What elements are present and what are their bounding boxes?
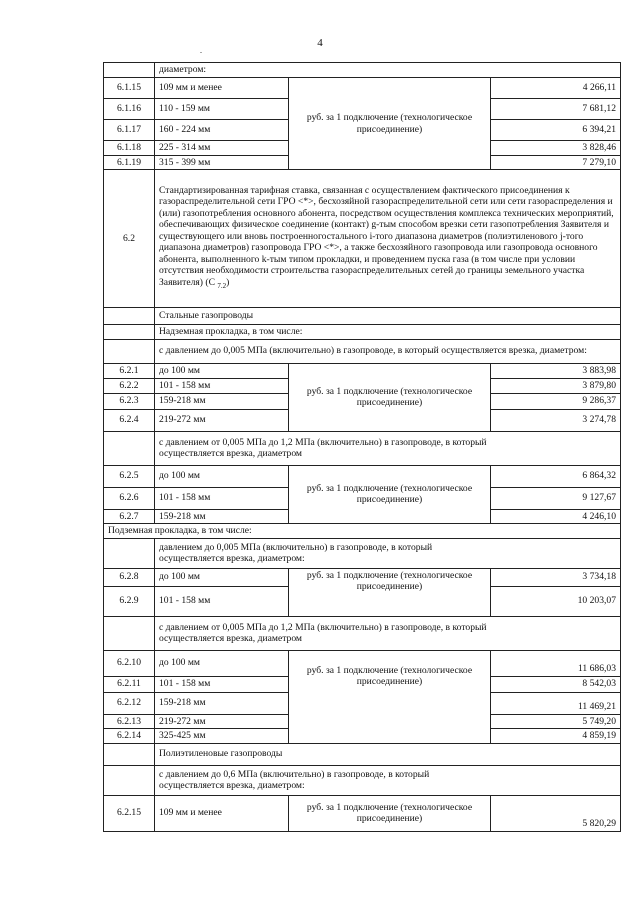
table-row	[104, 308, 621, 325]
code-cell: 6.1.16	[104, 99, 155, 120]
value-cell: 6 864,32	[491, 465, 621, 487]
table-row	[104, 339, 621, 363]
tariff-table	[103, 62, 621, 832]
code-cell: 6.2	[104, 170, 155, 308]
corner-mark: .	[200, 46, 202, 55]
value-cell: 6 394,21	[491, 120, 621, 141]
pressure-header	[155, 616, 621, 650]
value-cell: 5 749,20	[491, 714, 621, 729]
value-cell: 9 127,67	[491, 487, 621, 509]
value-cell: 10 203,07	[491, 586, 621, 616]
value-cell: 5 820,29	[491, 795, 621, 831]
table-row	[104, 795, 621, 831]
table-row	[104, 568, 621, 586]
table-row	[104, 363, 621, 378]
value-cell: 3 883,98	[491, 363, 621, 378]
diameter-cell: 325-425 мм	[155, 729, 289, 744]
diameter-cell: 159-218 мм	[155, 393, 289, 409]
unit-cell: руб. за 1 подключение (технологическое присоединение)	[289, 650, 491, 743]
section-description-text: Стандартизированная тарифная ставка, связанная с осуществлением фактического присоединения к газораспределительной сети ГРО <*>, бесхозяйной газораспределительной сети или сети газораспределения и (или) газопотребления основного абонента, посредством осуществления комплекса технических мероприятий, обеспечивающих физическое соединение (контакт) g-тым способом врезки сети газопотребления Заявителя и существующего или вновь построенногостального i-того диапазона диаметров (полиэтиленового j-того диапазона диаметров) газопровода ГРО <*>, а также бесхозяйного газопровода или газопровода основного абонента, выполненного k-тым типом прокладки, и проведением пуска газа (в том числе при условии отсутствия необходимости строительства газораспределительных сетей до границы земельного участка Заявителя) (С	[159, 184, 614, 288]
diameter-cell: до 100 мм	[155, 363, 289, 378]
table-row	[104, 465, 621, 487]
pressure-header-text: давлением до 0,005 МПа (включительно) в газопроводе, в который осуществляется врезка, диаметром:	[159, 541, 433, 564]
code-cell	[104, 743, 155, 765]
pressure-header: с давлением до 0,005 МПа (включительно) в газопроводе, в который осуществляется врезка, диаметром:	[155, 339, 621, 363]
table-row	[104, 325, 621, 340]
value-cell: 3 828,46	[491, 141, 621, 156]
diameter-label: диаметром:	[155, 63, 621, 78]
code-cell	[104, 308, 155, 325]
pressure-header-text: с давлением от 0,005 МПа до 1,2 МПа (включительно) в газопроводе, в который осуществляется врезка, диаметром	[159, 621, 487, 644]
table-row	[104, 538, 621, 568]
table-row	[104, 616, 621, 650]
diameter-cell: 160 - 224 мм	[155, 120, 289, 141]
value-cell: 4 859,19	[491, 729, 621, 744]
diameter-cell: 101 - 158 мм	[155, 586, 289, 616]
table-row	[104, 524, 621, 539]
code-cell: 6.2.7	[104, 509, 155, 524]
code-cell: 6.1.19	[104, 155, 155, 170]
diameter-cell: 109 мм и менее	[155, 78, 289, 99]
value-cell: 11 686,03	[491, 650, 621, 676]
code-cell	[104, 339, 155, 363]
code-cell: 6.2.1	[104, 363, 155, 378]
unit-cell: руб. за 1 подключение (технологическое присоединение)	[289, 78, 491, 170]
diameter-cell: 219-272 мм	[155, 409, 289, 431]
value-cell: 3 734,18	[491, 568, 621, 586]
diameter-cell: 159-218 мм	[155, 509, 289, 524]
code-cell: 6.2.5	[104, 465, 155, 487]
diameter-cell: 225 - 314 мм	[155, 141, 289, 156]
diameter-cell: до 100 мм	[155, 568, 289, 586]
above-ground-header: Надземная прокладка, в том числе:	[155, 325, 621, 340]
pressure-header-text: с давлением до 0,6 МПа (включительно) в газопроводе, в который осуществляется врезка, диаметром:	[159, 768, 430, 791]
underground-header: Подземная прокладка, в том числе:	[104, 524, 621, 539]
value-cell: 11 469,21	[491, 692, 621, 714]
pressure-header	[155, 538, 621, 568]
code-cell: 6.2.3	[104, 393, 155, 409]
code-cell	[104, 431, 155, 465]
table-row	[104, 765, 621, 795]
code-cell	[104, 765, 155, 795]
value-cell: 8 542,03	[491, 676, 621, 692]
code-cell: 6.2.4	[104, 409, 155, 431]
page-number: 4	[317, 37, 323, 49]
diameter-cell: 110 - 159 мм	[155, 99, 289, 120]
subscript: 7.2	[217, 281, 227, 290]
table-row	[104, 78, 621, 99]
table-row	[104, 431, 621, 465]
table-row	[104, 743, 621, 765]
table-row	[104, 63, 621, 78]
value-cell: 7 681,12	[491, 99, 621, 120]
code-cell: 6.2.2	[104, 378, 155, 393]
diameter-cell: 101 - 158 мм	[155, 487, 289, 509]
closing-paren: )	[226, 276, 230, 288]
section-description	[155, 170, 621, 308]
code-cell: 6.1.15	[104, 78, 155, 99]
table-row	[104, 170, 621, 308]
code-cell: 6.2.9	[104, 586, 155, 616]
diameter-cell: 315 - 399 мм	[155, 155, 289, 170]
diameter-cell: 219-272 мм	[155, 714, 289, 729]
pressure-header	[155, 431, 621, 465]
unit-cell: руб. за 1 подключение (технологическое присоединение)	[289, 363, 491, 431]
unit-cell: руб. за 1 подключение (технологическое присоединение)	[289, 465, 491, 524]
code-cell: 6.2.10	[104, 650, 155, 676]
pressure-header	[155, 765, 621, 795]
diameter-cell: 101 - 158 мм	[155, 676, 289, 692]
value-cell: 7 279,10	[491, 155, 621, 170]
table-row	[104, 650, 621, 676]
code-cell: 6.1.18	[104, 141, 155, 156]
unit-cell: руб. за 1 подключение (технологическое присоединение)	[289, 795, 491, 831]
diameter-cell: 109 мм и менее	[155, 795, 289, 831]
code-cell: 6.2.8	[104, 568, 155, 586]
code-cell: 6.2.13	[104, 714, 155, 729]
code-cell: 6.2.15	[104, 795, 155, 831]
code-cell: 6.1.17	[104, 120, 155, 141]
diameter-cell: до 100 мм	[155, 650, 289, 676]
code-cell: 6.2.11	[104, 676, 155, 692]
code-cell	[104, 325, 155, 340]
unit-cell: руб. за 1 подключение (технологическое присоединение)	[289, 568, 491, 616]
value-cell: 3 274,78	[491, 409, 621, 431]
value-cell: 4 246,10	[491, 509, 621, 524]
steel-header: Стальные газопроводы	[155, 308, 621, 325]
value-cell: 4 266,11	[491, 78, 621, 99]
diameter-cell: до 100 мм	[155, 465, 289, 487]
code-cell: 6.2.6	[104, 487, 155, 509]
code-cell: 6.2.14	[104, 729, 155, 744]
diameter-cell: 101 - 158 мм	[155, 378, 289, 393]
code-cell	[104, 63, 155, 78]
pressure-header-text: с давлением от 0,005 МПа до 1,2 МПа (включительно) в газопроводе, в который осуществляется врезка, диаметром	[159, 436, 487, 459]
code-cell	[104, 538, 155, 568]
diameter-cell: 159-218 мм	[155, 692, 289, 714]
value-cell: 3 879,80	[491, 378, 621, 393]
polyethylene-header: Полиэтиленовые газопроводы	[155, 743, 621, 765]
code-cell: 6.2.12	[104, 692, 155, 714]
code-cell	[104, 616, 155, 650]
value-cell: 9 286,37	[491, 393, 621, 409]
